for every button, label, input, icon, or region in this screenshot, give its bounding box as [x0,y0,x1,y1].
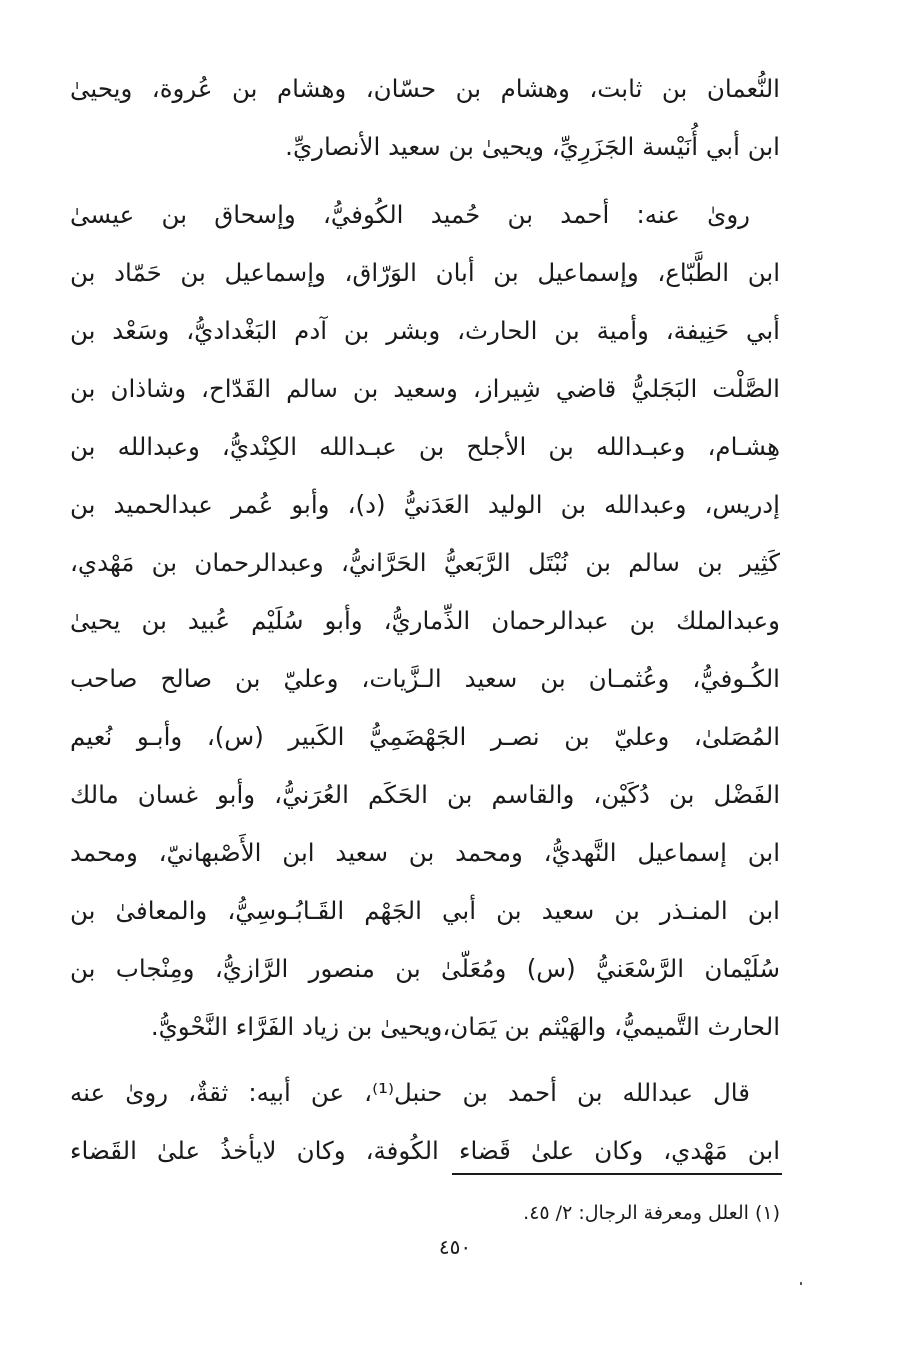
text-line: إدريس، وعبدالله بن الوليد العَدَنيُّ (د)، وأبو عُمر عبدالحميد بن [70,490,780,519]
print-speck [800,1282,802,1285]
text-line: أبي حَنِيفة، وأمية بن الحارث، وبشر بن آدم البَغْداديُّ، وسَعْد بن [70,316,780,345]
text-line: كَثِير بن سالم بن نُبْتَل الرَّبَعيُّ الحَرَّانيُّ، وعبدالرحمان بن مَهْدي، [70,548,780,577]
text-line: سُلَيْمان الرَّسْعَنيُّ (س) ومُعَلّىٰ بن منصور الرَّازيُّ، ومِنْجاب بن [70,954,780,983]
text-line: الفَضْل بن دُكَيْن، والقاسم بن الحَكَم العُرَنيُّ، وأبو غسان مالك [70,780,780,809]
text-line: قال عبدالله بن أحمد بن حنبل⁽¹⁾، عن أبيه: ثقةٌ، رویٰ عنه [70,1078,750,1107]
footnote-divider [452,1173,782,1175]
text-line: رویٰ عنه: أحمد بن حُميد الكُوفيُّ، وإسحاق بن عيسىٰ [70,200,750,229]
text-line: ابن إسماعيل النَّهديُّ، ومحمد بن سعيد ابن الأَصْبهانيّ، ومحمد [70,838,780,867]
text-line: هِشـام، وعبـدالله بن الأجلح بن عبـدالله الكِنْديُّ، وعبدالله بن [70,432,780,461]
text-line: ابن مَهْدي، وكان علىٰ قَضاء الكُوفة، وكان لايأخذُ علىٰ القَضاء [70,1136,780,1165]
text-line: الكُـوفيُّ، وعُثمـان بن سعيد الـزَّيات، وعليّ بن صالح صاحب [70,664,780,693]
text-line: النُّعمان بن ثابت، وهشام بن حسّان، وهشام بن عُروة، ويحيىٰ [70,74,780,103]
text-line: المُصَلىٰ، وعليّ بن نصـر الجَهْضَمِيُّ الكَبير (س)، وأبـو نُعيم [70,722,780,751]
text-line: وعبدالملك بن عبدالرحمان الذِّماريُّ، وأبو سُلَيْم عُبيد بن يحيىٰ [70,606,780,635]
text-line: الحارث التَّميميُّ، والهَيْثم بن يَمَان،ويحيىٰ بن زياد الفَرَّاء النَّحْويُّ. [150,1012,780,1041]
page-number: ٤٥٠ [438,1235,472,1259]
text-line: ابن أبي أُنَيْسة الجَزَرِيِّ، ويحيىٰ بن سعيد الأنصاريِّ. [285,132,780,161]
footnote: (١) العلل ومعرفة الرجال: ٢/ ٤٥. [523,1202,780,1224]
text-line: ابن الطَّبّاع، وإسماعيل بن أبان الوَرّاق، وإسماعيل بن حَمّاد بن [70,258,780,287]
text-line: الصَّلْت البَجَليُّ قاضي شِيراز، وسعيد بن سالم القَدّاح، وشاذان بن [70,374,780,403]
text-line: ابن المنـذر بن سعيد بن أبي الجَهْم القَـابُـوسِيُّ، والمعافىٰ بن [70,896,780,925]
